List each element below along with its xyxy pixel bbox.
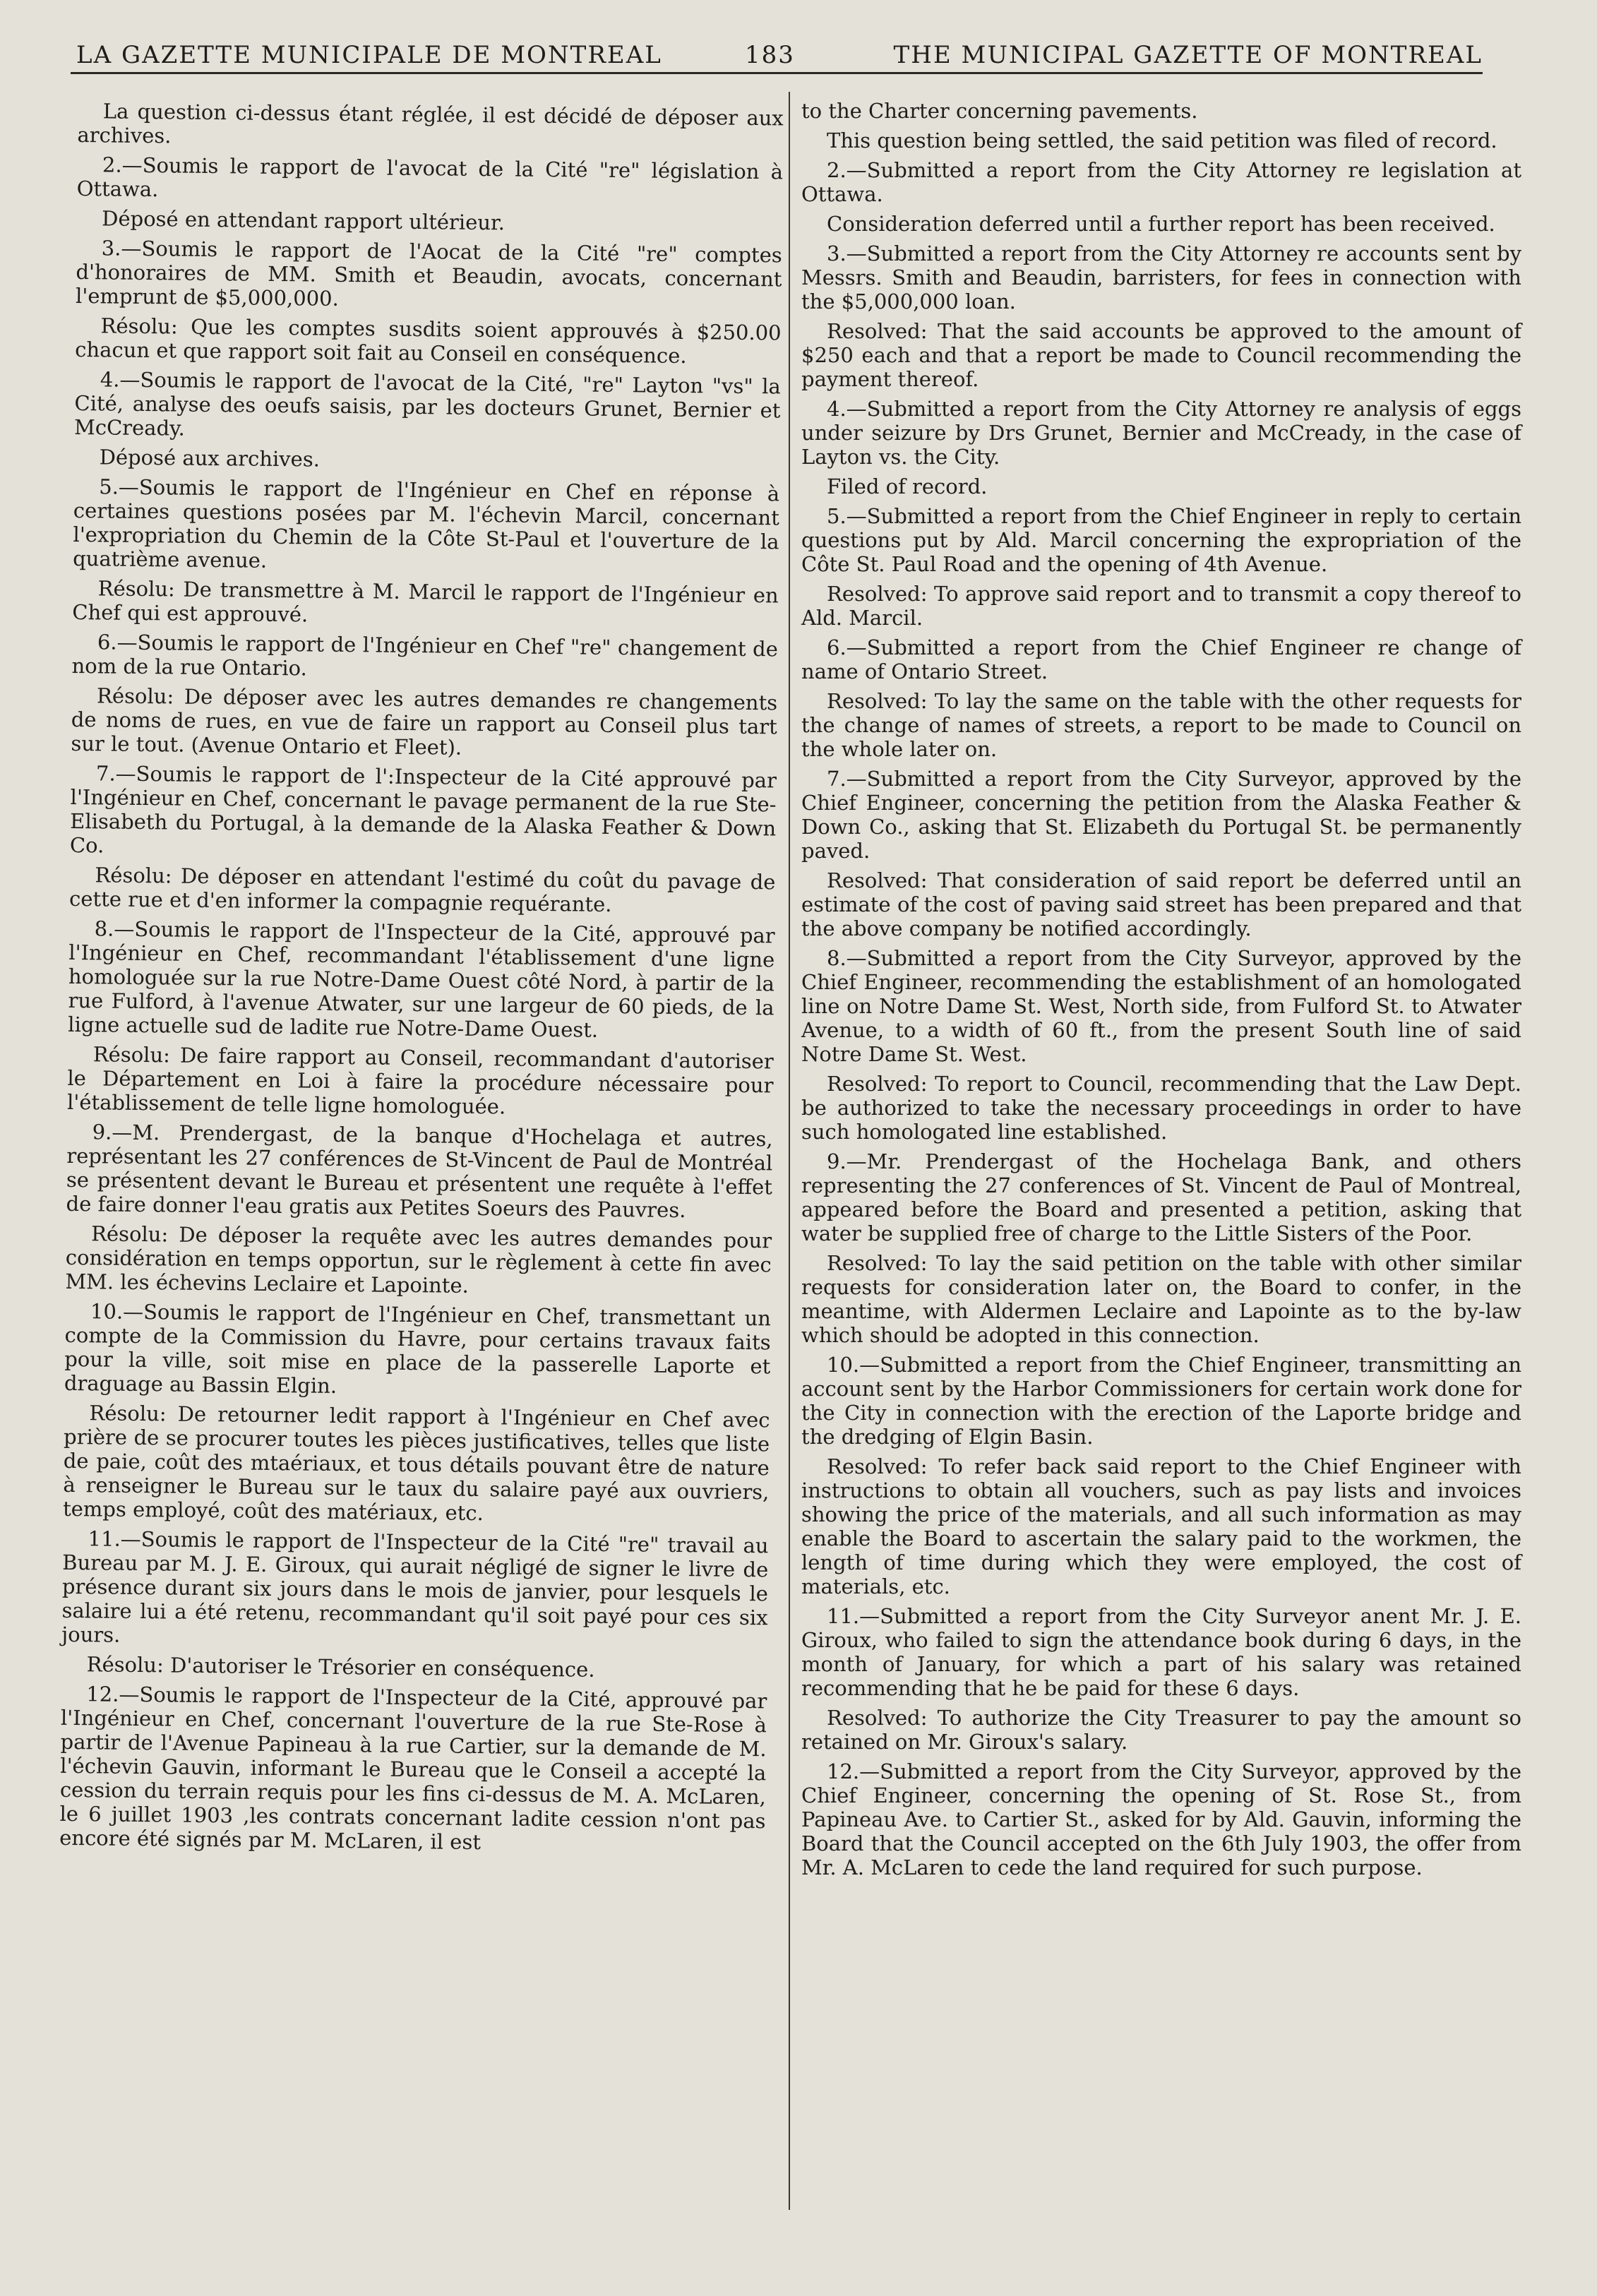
paragraph: 8.—Soumis le rapport de l'Inspecteur de la Cité, approuvé par l'Ingénieur en Chef, recommandant l'établissement d'une ligne homologuée sur la rue Notre-Dame Ouest côté Nord, à partir de la rue Fulford, à l'avenue Atwater, sur une largeur de 60 pieds, de la ligne actuelle sud de ladite rue Notre-Dame Ouest. xyxy=(68,916,775,1042)
paragraph: Déposé aux archives. xyxy=(99,445,321,472)
paragraph: 6.—Soumis le rapport de l'Ingénieur en Chef "re" changement de nom de la rue Ontario. xyxy=(71,630,779,681)
paragraph: Résolu: De faire rapport au Conseil, recommandant d'autoriser le Département en Loi à faire la procédure nécessaire pour l'établissement de telle ligne homologuée. xyxy=(66,1042,774,1119)
paragraph: Résolu: De déposer en attendant l'estimé du coût du pavage de cette rue et d'en informer la compagnie requérante. xyxy=(68,863,776,916)
paragraph: Résolu: De transmettre à M. Marcil le rapport de l'Ingénieur en Chef qui est approuvé. xyxy=(72,576,779,627)
paragraph: Resolved: To lay the same on the table with the other requests for the change of names of streets, a report to be made to Council on the whole later on. xyxy=(801,689,1521,761)
paragraph: 11.—Submitted a report from the City Surveyor anent Mr. J. E. Giroux, who failed to sign the attendance book during 6 days, in the month of January, for which a part of his salary was retained recommending that he be paid for these 6 days. xyxy=(801,1604,1521,1700)
paragraph: Résolu: De retourner ledit rapport à l'Ingénieur en Chef avec prière de se procurer toutes les pièces justificatives, telles que liste de paie, coût des mtaériaux, et tous détails pouvant être de nature à renseigner le Bureau sur le taux du salaire payé aux ouvriers, temps employé, coût des matériaux, etc. xyxy=(62,1401,770,1526)
paragraph: Résolu: De déposer avec les autres demandes re changements de noms de rues, en vue de faire un rapport au Conseil plus tart sur le tout. (Avenue Ontario et Fleet). xyxy=(71,683,778,760)
paragraph: Résolu: D'autoriser le Trésorier en conséquence. xyxy=(86,1652,595,1682)
paragraph: Consideration deferred until a further report has been received. xyxy=(827,212,1495,236)
paragraph: 5.—Soumis le rapport de l'Ingénieur en Chef en réponse à certaines questions posées par M. l'échevin Marcil, concernant l'expropriation du Chemin de la Côte St-Paul et l'ouverture de la quatrième avenue. xyxy=(73,474,780,573)
paragraph: 2.—Submitted a report from the City Attorney re legislation at Ottawa. xyxy=(801,158,1521,206)
page-number: 183 xyxy=(745,41,795,69)
paragraph: 10.—Submitted a report from the Chief Engineer, transmitting an account sent by the Harbor Commissioners for certain work done for the City in connection with the erection of the Laporte bridge and the dredging of Elgin Basin. xyxy=(801,1353,1521,1449)
paragraph: Résolu: De déposer la requête avec les autres demandes pour considération en temps opportun, sur le règlement à cette fin avec MM. les échevins Leclaire et Lapointe. xyxy=(65,1221,772,1298)
paragraph: Résolu: Que les comptes susdits soient approuvés à $250.00 chacun et que rapport soit fait au Conseil en conséquence. xyxy=(75,313,782,369)
paragraph: Resolved: To authorize the City Treasurer to pay the amount so retained on Mr. Giroux's salary. xyxy=(801,1706,1521,1754)
paragraph: Resolved: That the said accounts be approved to the amount of $250 each and that a report be made to Council recommending the payment thereof. xyxy=(801,319,1521,391)
paragraph: 3.—Submitted a report from the City Attorney re accounts sent by Messrs. Smith and Beaudin, barristers, for fees in connection with the $5,000,000 loan. xyxy=(801,241,1521,313)
paragraph: 8.—Submitted a report from the City Surveyor, approved by the Chief Engineer, recommending the establishment of an homologated line on Notre Dame St. West, North side, from Fulford St. to Atwater Avenue, to a width of 60 ft., from the present South line of said Notre Dame St. West. xyxy=(801,946,1521,1066)
page-header xyxy=(71,37,1483,72)
paragraph: 6.—Submitted a report from the Chief Engineer re change of name of Ontario Street. xyxy=(801,635,1521,683)
french-column xyxy=(59,99,784,1862)
paragraph: 12.—Soumis le rapport de l'Inspecteur de la Cité, approuvé par l'Ingénieur en Chef, concernant l'ouverture de la rue Ste-Rose à partir de l'Avenue Papineau à la rue Cartier, sur la demande de M. l'échevin Gauvin, informant le Bureau que le Conseil a accepté la cession du terrain requis pour les fins ci-dessus de M. A. McLaren, le 6 juillet 1903 ,les contrats concernant ladite cession n'ont pas encore été signés par M. McLaren, il est xyxy=(59,1682,767,1855)
paragraph: La question ci-dessus étant réglée, il est décidé de déposer aux archives. xyxy=(77,99,784,148)
paragraph: 4.—Soumis le rapport de l'avocat de la Cité, "re" Layton "vs" la Cité, analyse des oeufs saisis, par les docteurs Grunet, Bernier et McCready. xyxy=(73,367,781,441)
paragraph: to the Charter concerning pavements. xyxy=(801,99,1198,123)
header-english-title: THE MUNICIPAL GAZETTE OF MONTREAL xyxy=(893,41,1483,69)
paragraph: 9.—M. Prendergast, de la banque d'Hochelaga et autres, représentant les 27 conférences de St-Vincent de Paul de Montréal se présentent devant le Bureau et présentent une requête à l'effet de faire donner l'eau gratis aux Petites Soeurs des Pauvres. xyxy=(66,1120,773,1223)
english-column xyxy=(801,99,1521,1885)
paragraph: 7.—Soumis le rapport de l':Inspecteur de la Cité approuvé par l'Ingénieur en Chef, concernant le pavage permanent de la rue Ste-Elisabeth du Portugal, à la demande de la Alaska Feather & Down Co. xyxy=(69,761,777,858)
paragraph: 10.—Soumis le rapport de l'Ingénieur en Chef, transmettant un compte de la Commission du Havre, pour certains travaux faits pour la ville, soit mise en place de la passerelle Laporte et draguage au Bassin Elgin. xyxy=(64,1299,772,1398)
paragraph: Resolved: To approve said report and to transmit a copy thereof to Ald. Marcil. xyxy=(801,582,1521,630)
paragraph: Filed of record. xyxy=(827,474,988,498)
paragraph: Resolved: To lay the said petition on the table with other similar requests for consideration later on, the Board to confer, in the meantime, with Aldermen Leclaire and Lapointe as to the by-law which should be adopted in this connection. xyxy=(801,1251,1521,1347)
paragraph: 5.—Submitted a report from the Chief Engineer in reply to certain questions put by Ald. Marcil concerning the expropriation of the Côte St. Paul Road and the opening of 4th Avenue. xyxy=(801,504,1521,576)
paragraph: Déposé en attendant rapport ultérieur. xyxy=(102,206,506,235)
paragraph: 2.—Soumis le rapport de l'avocat de la Cité "re" législation à Ottawa. xyxy=(76,153,784,202)
column-divider xyxy=(789,92,790,2210)
paragraph: This question being settled, the said petition was filed of record. xyxy=(827,128,1497,153)
paragraph: 11.—Soumis le rapport de l'Inspecteur de la Cité "re" travail au Bureau par M. J. E. Giroux, qui aurait négligé de signer le livre de présence durant six jours dans le mois de janvier, pour lesquels le salaire lui a été retenu, recommandant qu'il soit payé pour ces six jours. xyxy=(61,1526,769,1647)
header-rule xyxy=(71,72,1483,74)
paragraph: 3.—Soumis le rapport de l'Aocat de la Cité "re" comptes d'honoraires de MM. Smith et Beaudin, avocats, concernant l'emprunt de $5,000,000. xyxy=(75,236,782,311)
paragraph: 12.—Submitted a report from the City Surveyor, approved by the Chief Engineer, concerning the opening of St. Rose St., from Papineau Ave. to Cartier St., asked for by Ald. Gauvin, informing the Board that the Council accepted on the 6th July 1903, the offer from Mr. A. McLaren to cede the land required for such purpose. xyxy=(801,1759,1521,1879)
paragraph: Resolved: To refer back said report to the Chief Engineer with instructions to obtain all vouchers, such as pay lists and invoices showing the price of the materials, and all such information as may enable the Board to ascertain the salary paid to the workmen, the length of time during which they were employed, the cost of materials, etc. xyxy=(801,1454,1521,1598)
paragraph: Resolved: That consideration of said report be deferred until an estimate of the cost of paving said street has been prepared and that the above company be notified accordingly. xyxy=(801,868,1521,940)
paragraph: 4.—Submitted a report from the City Attorney re analysis of eggs under seizure by Drs Grunet, Bernier and McCready, in the case of Layton vs. the City. xyxy=(801,397,1521,469)
paragraph: 9.—Mr. Prendergast of the Hochelaga Bank, and others representing the 27 conferences of St. Vincent de Paul of Montreal, appeared before the Board and presented a petition, asking that water be supplied free of charge to the Little Sisters of the Poor. xyxy=(801,1149,1521,1245)
header-french-title: LA GAZETTE MUNICIPALE DE MONTREAL xyxy=(76,41,662,69)
paragraph: Resolved: To report to Council, recommending that the Law Dept. be authorized to take the necessary proceedings in order to have such homologated line established. xyxy=(801,1072,1521,1144)
paragraph: 7.—Submitted a report from the City Surveyor, approved by the Chief Engineer, concerning the petition from the Alaska Feather & Down Co., asking that St. Elizabeth du Portugal St. be permanently paved. xyxy=(801,767,1521,863)
